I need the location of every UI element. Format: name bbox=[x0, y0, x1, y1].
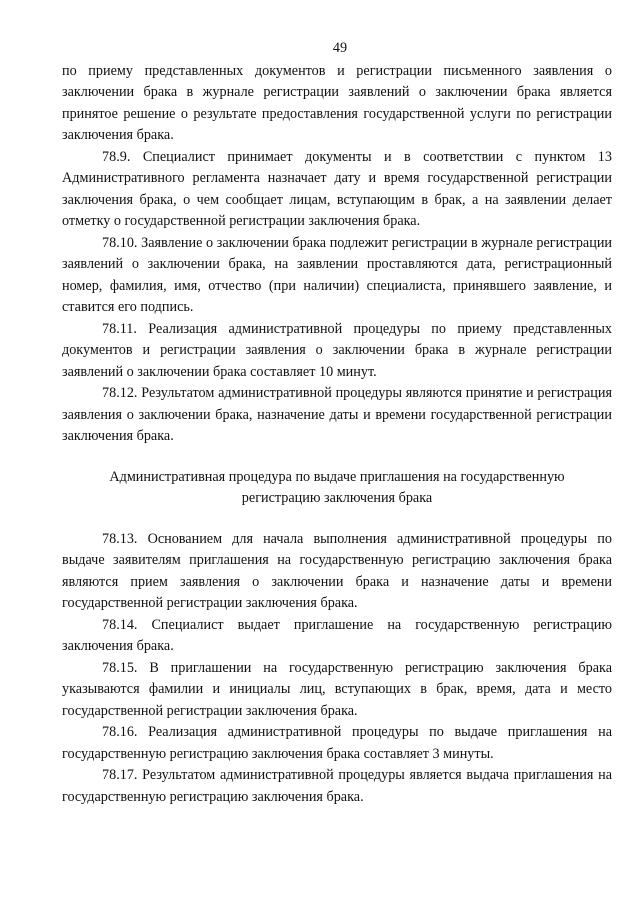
paragraph-78-17: 78.17. Результатом административной процедуры является выдача приглашения на государственную регистрацию заключения брака. bbox=[62, 767, 612, 805]
paragraph-78-14: 78.14. Специалист выдает приглашение на государственную регистрацию заключения брака. bbox=[62, 616, 612, 654]
paragraph-78-12: 78.12. Результатом административной процедуры являются принятие и регистрация заявления о заключении брака, назначение даты и времени государственной регистрации заключения брака. bbox=[62, 385, 612, 444]
paragraph-78-13: 78.13. Основанием для начала выполнения административной процедуры по выдаче заявителям приглашения на государственную регистрацию заключения брака являются прием заявления о заключении брака и назначение даты и времени государственной регистрации заключения брака. bbox=[62, 530, 612, 611]
paragraph-78-10: 78.10. Заявление о заключении брака подлежит регистрации в журнале регистрации заявлений о заключении брака, на заявлении проставляются дата, регистрационный номер, фамилия, имя, отчество (при наличии) специалиста, принявшего заявление, и ставится его подпись. bbox=[62, 234, 612, 315]
paragraph-78-16: 78.16. Реализация административной процедуры по выдаче приглашения на государственную регистрацию заключения брака составляет 3 минуты. bbox=[62, 724, 612, 762]
paragraph-78-11: 78.11. Реализация административной процедуры по приему представленных документов и регистрации заявления о заключении брака в журнале регистрации заявлений о заключении брака составляет 10 минут. bbox=[62, 320, 612, 380]
paragraph-78-9: 78.9. Специалист принимает документы и в соответствии с пунктом 13 Административного регламента назначает дату и время государственной регистрации заключения брака, о чем сообщает лицам, вступающим в брак, а на заявлении делает отметку о государственной регистрации заключения брака. bbox=[62, 148, 612, 229]
section-heading: Административная процедура по выдаче приглашения на государственную регистрацию заключения брака bbox=[109, 468, 565, 506]
page-number: 49 bbox=[332, 40, 348, 56]
paragraph-78-15: 78.15. В приглашении на государственную регистрацию заключения брака указываются фамилии и инициалы лиц, вступающих в брак, время, дата и место государственной регистрации заключения брака. bbox=[62, 659, 612, 719]
paragraph-continuation: по приему представленных документов и регистрации письменного заявления о заключении брака в журнале регистрации заявлений о заключении брака является принятое решение о результате предоставления государственной услуги по регистрации заключения брака. bbox=[62, 62, 612, 143]
